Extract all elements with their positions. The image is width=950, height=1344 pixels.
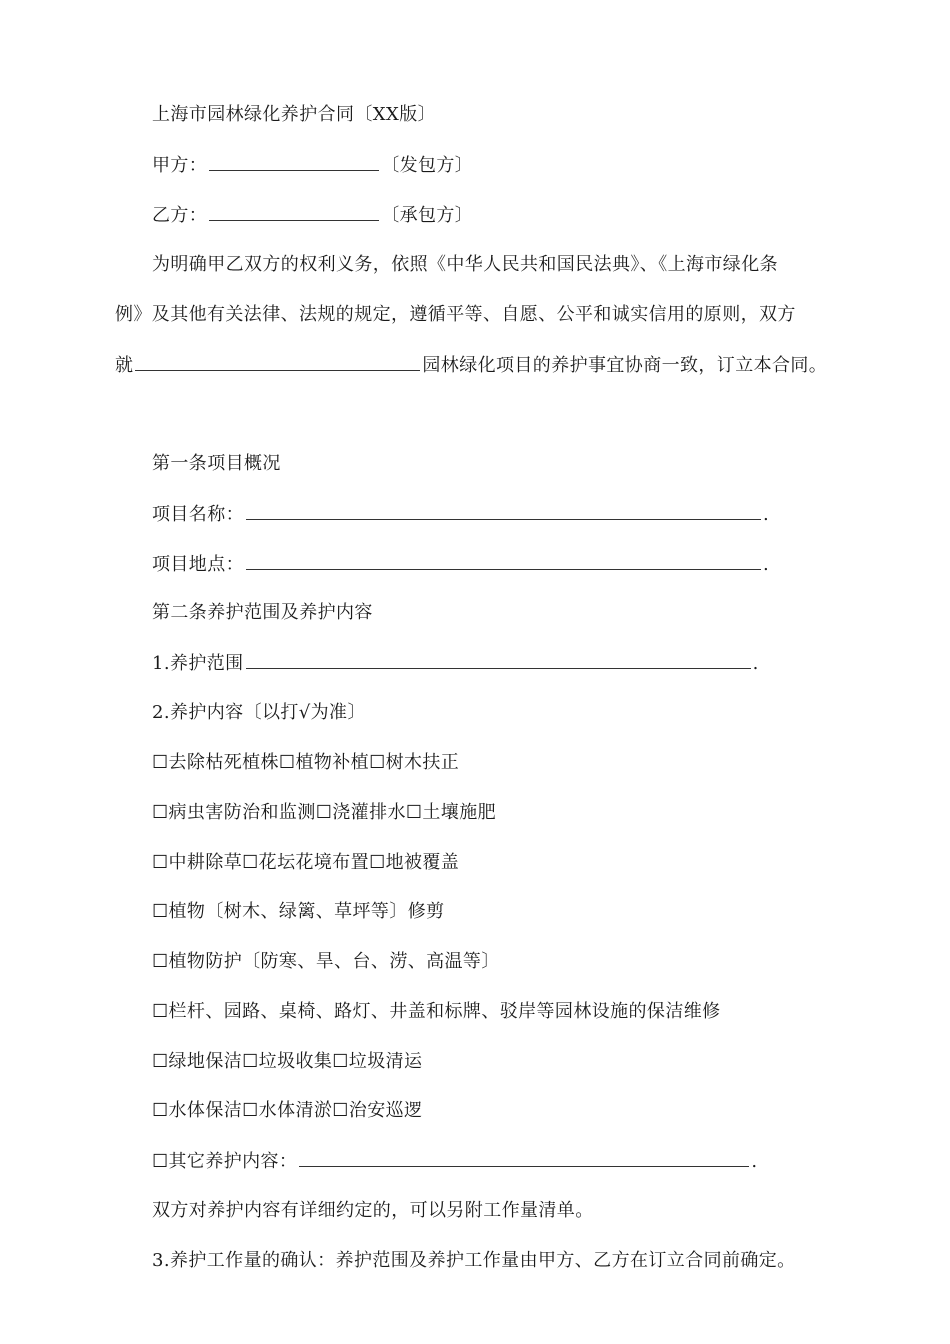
option-line-4[interactable]: ☐植物〔树木、绿篱、草坪等〕修剪 <box>152 901 445 922</box>
party-b-label: 乙方： <box>152 205 208 226</box>
intro-line-2: 例》及其他有关法律、法规的规定，遵循平等、自愿、公平和诚实信用的原则，双方 <box>115 304 796 325</box>
party-b-line <box>152 202 473 229</box>
project-name-label: 项目名称： <box>152 504 244 525</box>
workload-confirmation: 3.养护工作量的确认：养护范围及养护工作量由甲方、乙方在订立合同前确定。 <box>152 1250 796 1271</box>
option-line-6[interactable]: ☐栏杆、园路、桌椅、路灯、井盖和标牌、驳岸等园林设施的保洁维修 <box>152 1001 721 1022</box>
other-content-label[interactable]: ☐其它养护内容： <box>152 1151 298 1172</box>
option-line-8[interactable]: ☐水体保洁☐水体清淤☐治安巡逻 <box>152 1100 423 1121</box>
party-b-blank[interactable] <box>209 202 379 221</box>
workload-note: 双方对养护内容有详细约定的，可以另附工作量清单。 <box>152 1200 594 1221</box>
content-label: 2.养护内容〔以打√为准〕 <box>152 702 366 723</box>
project-name-line <box>152 501 769 528</box>
article-2-heading: 第二条养护范围及养护内容 <box>152 602 373 623</box>
project-location-label: 项目地点： <box>152 554 244 575</box>
scope-label: 1.养护范围 <box>152 653 244 674</box>
party-a-suffix: 〔发包方〕 <box>381 155 474 176</box>
option-line-7[interactable]: ☐绿地保洁☐垃圾收集☐垃圾清运 <box>152 1051 423 1072</box>
party-b-suffix: 〔承包方〕 <box>381 205 474 226</box>
scope-end: . <box>752 653 759 674</box>
option-line-2[interactable]: ☐病虫害防治和监测☐浇灌排水☐土壤施肥 <box>152 802 497 823</box>
scope-blank[interactable] <box>246 650 751 669</box>
project-name-end: . <box>763 504 770 525</box>
party-a-blank[interactable] <box>209 152 379 171</box>
article-1-heading: 第一条项目概况 <box>152 453 281 474</box>
project-location-line <box>152 551 769 578</box>
project-location-end: . <box>763 554 770 575</box>
intro-line-1: 为明确甲乙双方的权利义务，依照《中华人民共和国民法典》、《上海市绿化条 <box>152 254 778 275</box>
other-content-line <box>152 1148 757 1175</box>
project-name-blank[interactable] <box>246 501 761 520</box>
project-name-blank-intro[interactable] <box>135 352 420 371</box>
party-a-label: 甲方： <box>152 155 208 176</box>
option-line-5[interactable]: ☐植物防护〔防寒、旱、台、涝、高温等〕 <box>152 951 500 972</box>
other-content-end: . <box>751 1151 758 1172</box>
intro-line-3 <box>115 352 827 379</box>
intro-line-3-suffix: 园林绿化项目的养护事宜协商一致，订立本合同。 <box>422 355 828 376</box>
option-line-1[interactable]: ☐去除枯死植株☐植物补植☐树木扶正 <box>152 752 460 773</box>
other-content-blank[interactable] <box>299 1148 749 1167</box>
document-title: 上海市园林绿化养护合同〔XX版〕 <box>152 104 437 125</box>
intro-line-3-prefix: 就 <box>115 355 134 376</box>
party-a-line <box>152 152 473 179</box>
scope-line <box>152 650 759 677</box>
option-line-3[interactable]: ☐中耕除草☐花坛花境布置☐地被覆盖 <box>152 852 460 873</box>
project-location-blank[interactable] <box>246 551 761 570</box>
